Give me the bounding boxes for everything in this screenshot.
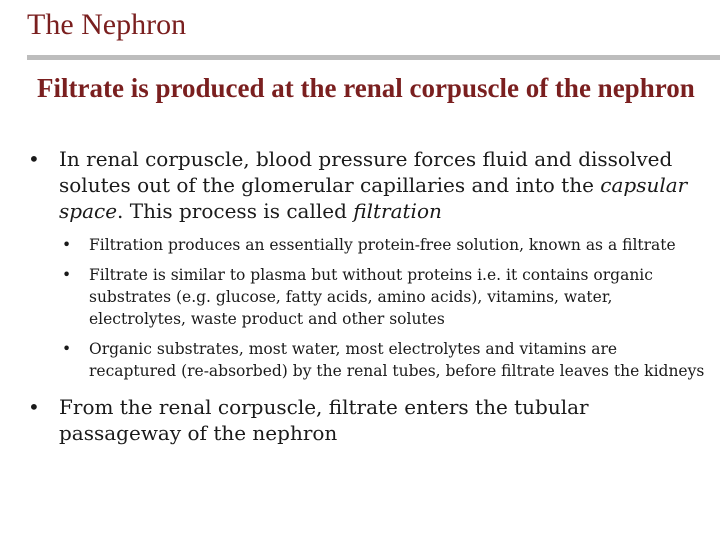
- sub-bullet-item: [62, 264, 708, 330]
- sub-bullet-marker: •: [62, 340, 72, 358]
- bullet-text: In renal corpuscle, blood pressure forces fluid and dissolved solutes out of the glomerular capillaries and into the: [59, 147, 673, 197]
- bullet-item: [28, 394, 708, 446]
- bullet-marker: •: [28, 147, 40, 171]
- bullet-emphasis: capsular space: [59, 173, 688, 223]
- sub-bullet-text: Filtration produces an essentially protein-free solution, known as a filtrate: [89, 236, 676, 254]
- bullet-emphasis: filtration: [353, 199, 442, 223]
- bullet-marker: •: [28, 395, 40, 419]
- title-divider: [27, 55, 720, 60]
- sub-bullet-text: Organic substrates, most water, most electrolytes and vitamins are recaptured (re-absorbed) by the renal tubes, before filtrate leaves the kidneys: [89, 340, 705, 380]
- bullet-item: [28, 146, 708, 224]
- sub-bullet-item: [62, 338, 708, 382]
- sub-bullet-marker: •: [62, 266, 72, 284]
- bullet-list: [28, 146, 708, 456]
- slide-subtitle: Filtrate is produced at the renal corpuscle of the nephron: [37, 73, 695, 103]
- sub-bullet-item: [62, 234, 708, 256]
- slide-title: The Nephron: [27, 8, 187, 41]
- sub-bullet-text: Filtrate is similar to plasma but without proteins i.e. it contains organic substrates (e.g. glucose, fatty acids, amino acids), vitamins, water, electrolytes, waste product and other solutes: [89, 266, 653, 328]
- bullet-text: From the renal corpuscle, filtrate enters the tubular passageway of the nephron: [59, 395, 589, 445]
- sub-bullet-list: [62, 234, 708, 382]
- sub-bullet-marker: •: [62, 236, 72, 254]
- bullet-text: . This process is called: [117, 199, 354, 223]
